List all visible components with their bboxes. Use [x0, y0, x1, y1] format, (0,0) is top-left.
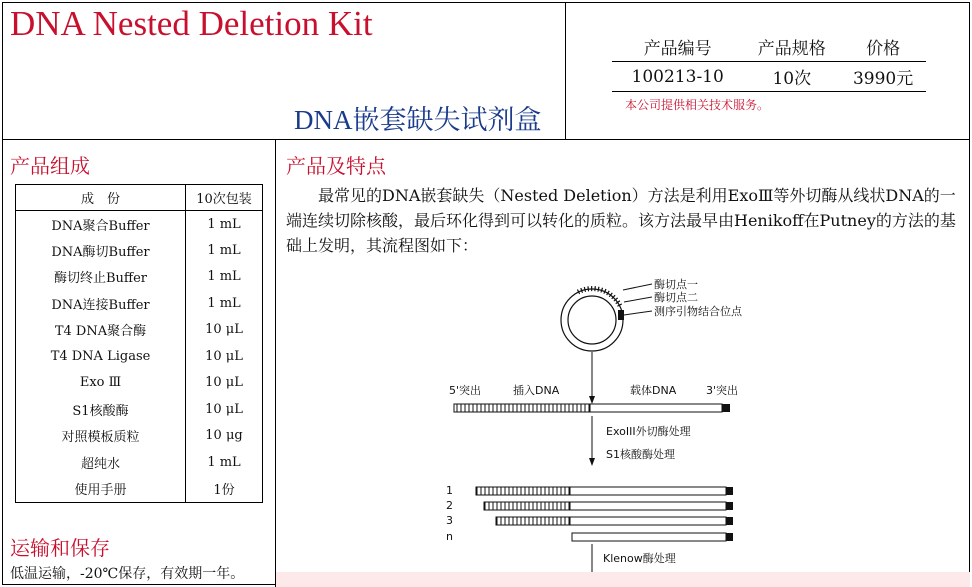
spec-code: 100213-10 [612, 62, 743, 92]
component-name: T4 DNA聚合酶 [16, 317, 186, 344]
deletion-1-insert [476, 487, 570, 495]
site1-label: 酶切点一 [654, 278, 698, 291]
component-amount: 1 mL [186, 237, 263, 264]
bottom-highlight-strip [276, 572, 970, 587]
spec-price: 3990元 [840, 62, 926, 92]
deletion-2-vector [570, 502, 726, 510]
deletion-3-end [726, 517, 733, 525]
storage-title: 运输和保存 [10, 536, 110, 560]
composition-title: 产品组成 [10, 154, 90, 178]
spec-header-size: 产品规格 [743, 32, 840, 62]
component-name: DNA连接Buffer [16, 290, 186, 317]
plasmid-icon [561, 284, 652, 351]
step-klenow-label: Klenow酶处理 [603, 552, 676, 565]
row-label-1: 1 [446, 484, 453, 497]
table-row [16, 317, 263, 344]
component-amount: 10 μg [186, 423, 263, 450]
table-row [16, 211, 263, 238]
composition-table [15, 184, 263, 503]
spec-table [612, 32, 926, 92]
composition-header-component: 成 份 [16, 185, 186, 211]
primer-site-label: 测序引物结合位点 [654, 305, 742, 318]
table-row [16, 343, 263, 370]
row-label-2: 2 [446, 499, 453, 512]
table-row [16, 290, 263, 317]
component-name: DNA酶切Buffer [16, 237, 186, 264]
vector-label: 载体DNA [630, 384, 677, 397]
arrow-2-head [589, 458, 595, 466]
component-name: 对照模板质粒 [16, 423, 186, 450]
deletion-1-vector [570, 487, 726, 495]
deletion-3-insert [496, 517, 570, 525]
component-amount: 1份 [186, 476, 263, 503]
step-exo-label: ExoIII外切酶处理 [606, 425, 691, 438]
linear-dna [454, 404, 730, 412]
storage-text: 低温运输，-20℃保存，有效期一年。 [10, 566, 245, 582]
overhang5-label: 5'突出 [449, 384, 482, 397]
site2-label: 酶切点二 [654, 291, 698, 304]
arrow-1-head [589, 396, 595, 404]
component-amount: 10 μL [186, 317, 263, 344]
features-title: 产品及特点 [286, 154, 386, 178]
workflow-diagram [440, 268, 800, 587]
deletion-3-vector [570, 517, 726, 525]
component-name: DNA聚合Buffer [16, 211, 186, 238]
table-row [16, 370, 263, 397]
deletion-2-end [726, 502, 733, 510]
header-divider [2, 139, 970, 140]
header-column-divider [565, 2, 566, 140]
component-amount: 10 μL [186, 396, 263, 423]
composition-header-pack: 10次包装 [186, 185, 263, 211]
product-title-cn: DNA嵌套缺失试剂盒 [294, 105, 542, 135]
row-label-3: 3 [446, 514, 453, 527]
component-amount: 10 μL [186, 370, 263, 397]
component-amount: 1 mL [186, 449, 263, 476]
component-name: 酶切终止Buffer [16, 264, 186, 291]
component-name: 超纯水 [16, 449, 186, 476]
spec-size: 10次 [743, 62, 840, 92]
component-name: Exo Ⅲ [16, 370, 186, 397]
product-title-en: DNA Nested Deletion Kit [10, 4, 373, 43]
table-row [16, 264, 263, 291]
component-amount: 1 mL [186, 290, 263, 317]
deletion-1-end [726, 487, 733, 495]
table-row [16, 396, 263, 423]
row-label-n: n [446, 530, 453, 543]
deletion-n-end [726, 533, 733, 541]
component-name: 使用手册 [16, 476, 186, 503]
insert-label: 插入DNA [513, 384, 560, 397]
step-s1-label: S1核酸酶处理 [606, 448, 675, 461]
table-row [16, 449, 263, 476]
deletion-2-insert [484, 502, 570, 510]
table-row [16, 476, 263, 503]
service-note: 本公司提供相关技术服务。 [625, 98, 770, 112]
component-name: S1核酸酶 [16, 396, 186, 423]
component-amount: 1 mL [186, 211, 263, 238]
table-row [16, 237, 263, 264]
spec-header-code: 产品编号 [612, 32, 743, 62]
deletion-n-vector [572, 533, 726, 541]
component-amount: 1 mL [186, 264, 263, 291]
component-name: T4 DNA Ligase [16, 343, 186, 370]
table-row [16, 423, 263, 450]
component-amount: 10 μL [186, 343, 263, 370]
body-column-divider [275, 140, 276, 587]
features-text: 最常见的DNA嵌套缺失（Nested Deletion）方法是利用ExoⅢ等外切酶从线状DNA的一端连续切除核酸，最后环化得到可以转化的质粒。该方法最早由Henikoff在Putney的方法的基础上发明，其流程图如下： [286, 186, 956, 255]
features-paragraph [286, 183, 958, 258]
overhang3-label: 3'突出 [706, 384, 739, 397]
spec-header-price: 价格 [840, 32, 926, 62]
